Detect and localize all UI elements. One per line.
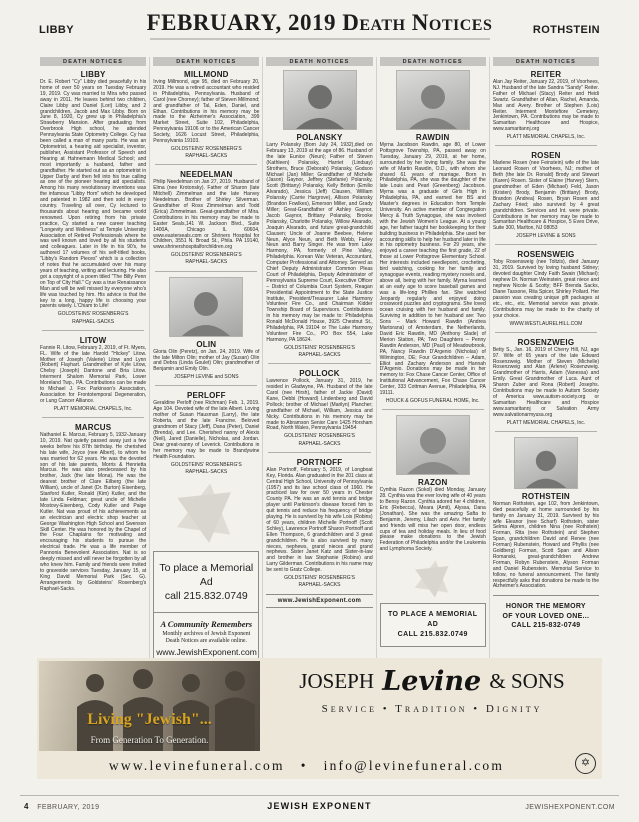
death-notice-portnoff	[266, 458, 372, 589]
death-notice-marcus	[40, 423, 146, 592]
divider	[155, 271, 257, 272]
deceased-name: ROTHSTEIN	[521, 491, 570, 501]
funeral-home: RAPHAEL-SACKS	[298, 352, 341, 359]
funeral-home: RAPHAEL-SACKS	[72, 318, 115, 325]
funeral-home: HOUCK & GOFUS FUNERAL HOME, Inc.	[385, 397, 480, 404]
memorial-ad-promo	[380, 603, 486, 647]
death-notice-olin	[153, 277, 259, 381]
deceased-name: ROSENZWEIG	[517, 337, 575, 347]
death-notices-bar: DEATH NOTICES	[40, 57, 146, 66]
footer-date: FEBRUARY, 2019	[37, 804, 100, 811]
ad-tagline: Service • Tradition • Dignity	[321, 703, 543, 715]
brand-and-sons: & SONS	[489, 669, 565, 693]
death-notice-pollock	[266, 369, 372, 447]
footer-website: JEWISHEXPONENT.COM	[525, 804, 615, 811]
obituary-text: Toby Rosensweig (nee Toltzis), died January 31, 2019. Survived by loving husband Sidney; devoted daughter Cindy Faith Swain (Michael); nephew Dr. Norman Weinstein, great niece and nephew Nicole & Scotty; BFF Brenda Sacks, Diane Tassone, Rita Spicer, Shirley Pollard. Her passion was creating unique gift packages at etc., etc., etc. Memorial service was private. Contributions may be made to the charity of your choice.	[492, 259, 600, 319]
promo-line: TO PLACE A MEMORIAL AD	[388, 611, 478, 629]
divider	[155, 164, 257, 165]
promo-phone: CALL 215-832-0749	[511, 622, 581, 630]
death-notice-rosensweig	[493, 250, 599, 326]
funeral-home: GOLDSTEINS' ROSENBERG'S	[284, 575, 355, 582]
deceased-name: PERLOFF	[186, 391, 226, 401]
divider	[42, 417, 144, 418]
obituary-text: Lawrence Pollock, January 31, 2019, he resided in Gladwyne, PA. Husband of the late Carol (nee Hirsh), father of Jackie (David) Kane, Debbi (Howard) Lindenberg and David Pollock; brother of Michael (Marilyn) Plancher; grandfather of Michael, William, Jessica and Nicky. Contributions in his memory may be made to Abramson Senior Care 1425 Horsham Road, North Wales, Pennsylvania 19454	[266, 378, 373, 432]
deceased-name: ROSEN	[531, 151, 561, 161]
column-2	[149, 57, 262, 658]
deceased-name: REITER	[530, 70, 562, 79]
death-notice-millmond	[153, 70, 259, 159]
divider	[42, 330, 144, 331]
divider	[495, 332, 597, 333]
funeral-home: JOSEPH LEVINE and SONS	[174, 374, 239, 381]
notice-columns	[37, 57, 602, 658]
divider	[268, 452, 370, 453]
obituary-text: Irving Millmond, age 95, died on February 20, 2019. He was a retired accountant who resided in Philadelphia, Pennsylvania. Husband of Carol (nee Chorney); father of Steven Millmond; and grandfather of Tal, Eden, Daniel, and Ethan. Contributions in his memory may be made to the Alzheimer's Association, 399 Market Street, Suite 102, Philadelphia, Pennsylvania 19106 or to the American Cancer Society, 1626 Locust Street, Philadelphia, Pennsylvania 19103.	[153, 79, 260, 145]
death-notice-polansky	[266, 70, 372, 358]
footer-page-date	[24, 802, 221, 811]
page-title-date: FEBRUARY, 2019	[146, 10, 336, 35]
obituary-text: Marlene Rosen (nee Feinstein) wife of the late Leonard Rosen of Voorhees, NJ; mother of Beth (the late Dr. Ronald) Brody and Stewart (Karen) Rosen. Sister of Elaine (Harvey) Stern, grandmother of Eden (Michael) Feld, Jason (Kristen) Brody, Benjamin (Brittany) Brody, Brandon (Andrea) Rosen, Bryan Rosen and Zachary Fried; also survived by 4 great grandchildren. Services and Int. were private. Contributions in her memory may be made to Samaritan Healthcare & Hospice, 5 Eves Drive, Suite 300, Marlton, NJ 08053	[492, 160, 600, 232]
column-4	[376, 57, 489, 658]
masthead	[37, 8, 602, 54]
obituary-text: Alan Jay Reiter, January 22, 2019, of Voorhees, NJ. Husband of the late Sandra "Sandy" Reiter. Father of Michael (Stacy) Reiter and Heidi Swartz. Grandfather of Allan, Rachel, Amanda, Max and Avery. Brother of Stephen (Lois) Reiter. Interment Montefiore Cemetery, Jenkintown, PA. Contributions may be made to Samaritan Healthcare and Hospice, www.samaritannj.org	[492, 79, 600, 133]
funeral-home: GOLDSTEINS' ROSENBERG'S	[57, 311, 129, 318]
community-remembers-promo	[153, 613, 259, 663]
ad-email: info@levinefuneral.com	[323, 758, 505, 773]
continuation-name-right: ROTHSTEIN	[532, 24, 600, 36]
deceased-name: LIBBY	[80, 70, 106, 79]
funeral-home: PLATT MEMORIAL CHAPELS, Inc.	[53, 405, 133, 412]
funeral-home: RAPHAEL-SACKS	[298, 440, 341, 447]
title-underline	[150, 38, 490, 40]
obituary-text: Alan Portnoff, February 5, 2019, of Longboat Key, Florida. Alan graduated in the 201 class at Central High School, University of Pennsylvania (1957) and its law school class of 1960. He practiced law for over 50 years in Chester County PA. He was an avid tennis and bridge player until Parkinson's disease forced him to quit tennis and reduce his frequency of bridge playing. He is survived by his wife Lois (Robins) of 60 years, children Michelle Portnoff (Scott Schley), Lawrence Portnoff Sharon Portnoff and Ellen Thompson, 6 grandchildren and 3 great grandchildren. He is also survived by many nieces, nephews, grand nieces and grand nephews. Sister Janet Katz and Sister-in-law and brother in law Stephanie (Robins) and Larry Gilderman. Contributions in his name may be sent to Gratz College.	[266, 466, 373, 574]
funeral-home: RAPHAEL-SACKS	[185, 153, 228, 160]
funeral-home: WWW.WESTLAURELHILL.COM	[509, 320, 583, 327]
death-notices-bar: DEATH NOTICES	[153, 57, 259, 66]
deceased-name: PORTNOFF	[296, 457, 343, 467]
death-notice-litow	[40, 336, 146, 412]
obituary-text: Fannie R. Litow, February 2, 2019, of Ft. Myers, FL. Wife of the late Harold "Hickey" Litow. Mother of Joseph (Valerie) Litow and Lynn (Robert) Flayhart. Grandmother of Kyle Litow, Chelsy (Joseph) Dantone and Bria Litow. Interment Shalom Memorial Park, Lower Moreland Twp., PA. Contributions can be made to Michael J. Fox Parkinson's Association, Association for Frontotemporal Degeneration, or Lung Cancer Alliance.	[40, 344, 147, 404]
portrait-photo	[514, 437, 578, 489]
memorial-ad-promo	[153, 551, 259, 613]
obituary-text: Myrna Jacobson Rawdin, age 80, of Lower Pottsgrove Township, PA, passed away on Tuesday, January 29, 2019, at her home, surrounded by her loving family. She was the wife of Martin Rawdin, O.D., with whom she shared 61 years of marriage. Born in Philadelphia, PA, she was the daughter of the late Louis and Pearl (Greenberg) Jacobson. Myrna was a graduate of Girls High in Philadelphia, PA, and earned her BS and Master's degrees in Education from Temple University. An active member of Congregation Mercy & Truth Synagogue, she was involved with the Jewish Women's League. At a young age, her father taught her bookkeeping for their building business in Philadelphia. She used her accounting skills to help her husband later in life in his optometry business. For 29 years, she enjoyed a career teaching the first grade, 22 of those at Lower Pottsgrove Elementary School. Her interests included needlepoint, crocheting, bird watching, cooking for her family and synagogue events, reading mystery novels and, above all, being with her family. Myrna learned at an early age to score baseball games and was a life-long Phillies fan. She watched Jeopardy regularly and enjoyed doing crossword puzzles and cryptograms. She loved ocean cruising with her husband and family. Surviving in addition to her husband are: Two Sons – Mark Howard Rawdin (Andrea Martorana) of Amsterdam, the Netherlands, David Eric Rawdin, MD (Anthony Slade) of Merion Station, PA; Two Daughters – Penny Rawdin Anderson, MD (Paul) of Meadowbrook, PA, Nancy Rawdin D'Argenio (Nicholas) of Wilmington, DE; Four Grandchildren – Adam, Elliot and Zachary Anderson and Hannah D'Argenio. Donations may be made in her memory to: Fox Chase Cancer Center, Office of Institutional Advancement, Fox Chase Cancer Center, 333 Cottman Avenue, Philadelphia, PA 19111.	[379, 142, 486, 397]
page-title	[37, 8, 602, 40]
page-title-main: Death Notices	[342, 10, 493, 35]
obituary-text: Geraldine Perloff (nee Richman) Feb. 1, 2019. Age 104. Devoted wife of the late Albert. Loving mother of Susan Hausman (Larry), the late Roberta, and the late Francine. Beloved grandmom of Stacy (Jeff), Dana (Peter), Daniel (Brenda), and Lee. Cherished nanny of Alexis (Neil), Jared (Danielle), Nicholas, and Jordan. Dear great-nanny of Leverick. Contributions in her memory may be made to Brandywine Health Foundation.	[153, 400, 260, 460]
promo-phone: call 215.832.0749	[164, 589, 248, 602]
death-notice-needelman	[153, 170, 259, 265]
death-notice-libby	[40, 70, 146, 325]
obituary-text: Philip Needelman on Jan 27, 2019. Husband of Elma (nee Krotonsky). Father of Sharon (late Mitchell) Zimmelman and the late Harvey Needelman. Brother of Shirley Silverman. Grandfather of Ross Zimmelman and Todd (Erica) Zimmelman. Great-grandfather of Mira. Contributions in his memory may be made to Easter Seals,141 W. Jackson Blvd., Suite 1400A, Chicago IL 60604, www.easterseals.com or Shriners Hospital for Children, 3551 N. Broad St., Phila. PA 19140, www.shrinershospitalforchildren.org	[153, 179, 260, 251]
footer-rule	[20, 795, 619, 796]
promo-line: To place a Memorial Ad	[159, 561, 254, 588]
obituary-text: Gloria Olin (Peretz), on Jan. 24, 2019. Wife of the late Milton Olin; mother of Jay (Susan) Olin and Debra (Linda Goulet) Olin; grandmother of Benjamin and Emily Olin.	[153, 348, 260, 373]
ad-caption-title: Living "Jewish"...	[87, 711, 212, 728]
funeral-home: GOLDSTEINS' ROSENBERG'S	[284, 433, 355, 440]
deceased-name: RAZON	[417, 478, 448, 488]
obituary-text: Dr. E. Robert "Cy" Libby died peacefully in his home of over 50 years on Tuesday February 19, 2019. Cy was married to Mira who passed away in 2011. He leaves behind two children, Claire Libby and Daniel (Lori) Libby, and 2 grandchildren, Jacob and Max Libby. Born on June 8, 1920, Cy grew up in Philadelphia's Strawberry Mansion. After graduating from Overbrook High school, he attended Pennsylvania State Optometry College. Cy has been called a man of many parts. He was an Optometrist, a hearing aid specialist, inventor, publisher, Assistant Professor of Speech and Hearing at Hahnemann Medical School; and most importantly a husband, father and grandfather. He started out as an optometrist in Upper Darby and then fell into his true calling as one of the pioneer hearing aid specialists. Among his many revolutionary inventions was the infamous "Libby Horn" which he developed and patented in 1982 and then sold in every country. Traveling all over, Cy lectured to thousands about hearing and became world renowned. Upon retiring from his private practice, Cy started a new career teaching "Longevity and Wellness" at Temple University Association of Retired Professionals where he was well known and loved by all his students and colleagues. Later in life in his 90's, he authored 17 volumes of his self-titled books, "Libby's Random Pieces" which is a collection of notes that he accumulated over his many years of teaching, writing and lecturing. He also got a copyright of a poem titled "The Billy Penn on Top of City Hall." Cy was a true Renaissance Man and will be well missed by everyone who's life was touched by him. His advice is that the key to a long, happy life is choosing your parents wisely. L'Chiam to Life!	[40, 79, 147, 310]
publication-name: JEWISH EXPONENT	[267, 801, 372, 811]
deceased-name: MARCUS	[74, 423, 112, 433]
deceased-name: POLLOCK	[299, 369, 340, 379]
portrait-photo	[283, 70, 357, 130]
funeral-home: GOLDSTEINS' ROSENBERG'S	[170, 145, 242, 152]
death-notice-rothstein	[493, 437, 599, 591]
deceased-name: MILLMOND	[183, 70, 229, 79]
obituary-text: Nathaniel E. Marcus, February 5, 1932-January 10, 2019. Nat quietly passed away just a few weeks before his 87th birthday. He cherished his late wife, Joyce (nee Albert), to whom he was married for 62 years. He was the devoted son of his late parents, Morris & Henrietta Marcus. He was also predeceased by his brother, Jack (the late Mona). He was the dearest brother of Clare Eilberg (the late William), uncle of Janet (Dr. Burton) Eisenberg, Stanford Kutler, Ronald (Kim) Kutler, and the late Linda Feldman; great uncle of Michelle Mostovy-Eisenberg, Cody Kutler and Paige Kutler. Nat was proud of his achievements as an electrician and electric shop teacher at George Washington High School and Swenson Skill Center. He was honored by the Chapel of the Four Chaplains for motivating and encouraging his students to pursue the electrical trade. He was a life member of Pannonia Benevolent Association. Nat is so deeply missed and will never be forgotten by all who knew him. Family and friends were invited to graveside services Tuesday, January 15, at King David Memorial Park (Sec. G). Arrangements by Goldsteins' Rosenberg's Raphael-Sacks.	[40, 432, 147, 592]
funeral-home: GOLDSTEINS' ROSENBERG'S	[170, 252, 242, 259]
portrait-photo	[396, 415, 470, 475]
death-notice-reiter	[493, 70, 599, 140]
column-5	[489, 57, 602, 658]
promo-title: A Community Remembers	[160, 618, 253, 629]
deceased-name: NEEDELMAN	[180, 170, 233, 180]
deceased-name: POLANSKY	[296, 133, 343, 142]
deceased-name: ROSENSWEIG	[517, 250, 575, 260]
deceased-name: OLIN	[196, 339, 217, 349]
divider	[495, 431, 597, 432]
death-notice-perloff	[153, 391, 259, 474]
portrait-photo	[169, 277, 243, 337]
promo-line: OF YOUR LOVED ONE...	[502, 612, 590, 620]
star-of-david-emblem-icon: ✡	[575, 753, 596, 774]
death-notices-bar: DEATH NOTICES	[266, 57, 372, 66]
ad-contact-line	[41, 758, 572, 774]
divider	[155, 385, 257, 386]
promo-text: Monthly archives of Jewish Exponent Death Notices are available online.	[162, 630, 251, 644]
obituary-text: Betty S., Jan. 16, 2019 of Cherry Hill, NJ, age 97. Wife of 65 years of the late Edward Rosenzweig. Mother of Steven (Michelle) Rosenzweig and Alan (Arlene) Rosenzweig. Grandmother of Harris, Adam (Vanessa) and Emily. Great Grandmother of Luca. Aunt of Sharon Zuber and Rona (Robert) Josephs. Contributions may be made to Autism Society of America www.autism-society.org or Samaritan Healthcare and Hospice www.samaritannj or Salvation Army www.salvationarmyusa.org	[492, 346, 600, 418]
page-number: 4	[24, 802, 29, 811]
divider	[495, 244, 597, 245]
funeral-home: PLATT MEMORIAL CHAPELS, Inc.	[506, 419, 586, 426]
death-notices-bar: DEATH NOTICES	[493, 57, 599, 66]
portrait-photo	[396, 70, 470, 130]
ad-caption-subtitle: From Generation To Generation.	[90, 735, 209, 745]
brand-joseph: JOSEPH	[299, 669, 374, 693]
star-of-david-icon	[167, 481, 245, 545]
page-footer	[24, 801, 615, 811]
death-notice-rosen	[493, 151, 599, 239]
ad-brand	[269, 664, 595, 715]
divider	[268, 363, 370, 364]
funeral-home: PLATT MEMORIAL CHAPELS, Inc.	[506, 134, 586, 141]
divider	[495, 145, 597, 146]
obituary-text: Cynthia Razon (Sokol) died Monday, January 28. Cynthia was the ever loving wife of 40 years to Bensy Razon. Cynthia adored her 4 children, Eric (Rebecca), Meara (Amit), Alyssa, Dana (Jonathan). She was the amazing Safta to Benjamin, Jeremy, Lilach and Aviv. Her family and friends will miss her open door, endless cups of tea and holiday meals. In lieu of food please make donations to the Jewish Federation of Philadelphia and/or the Leukemia and Lymphoma Society.	[379, 487, 486, 553]
promo-url: www.JewishExponent.com	[156, 646, 257, 657]
funeral-home: GOLDSTEINS' ROSENBERG'S	[170, 461, 242, 468]
funeral-home: JOSEPH LEVINE & SONS	[516, 233, 576, 240]
death-notice-razon	[380, 415, 486, 553]
funeral-home: RAPHAEL-SACKS	[298, 582, 341, 589]
funeral-home: GOLDSTEINS' ROSENBERG'S	[284, 344, 355, 351]
honor-memory-promo	[493, 595, 599, 637]
deceased-name: RAWDIN	[415, 133, 450, 142]
ad-photo	[39, 661, 260, 751]
death-notices-bar: DEATH NOTICES	[380, 57, 486, 66]
bullet-separator: •	[300, 758, 308, 773]
continuation-name-left: LIBBY	[39, 24, 74, 36]
column-1	[37, 57, 149, 658]
website-bar: www.JewishExponent.com	[266, 594, 372, 608]
death-notice-rawdin	[380, 70, 486, 404]
ad-website: www.levinefuneral.com	[108, 758, 285, 773]
obituary-text: Larry Polansky (Born July 24, 1932),died on February 13, 2019 at the age of 86. Husband of the late Eunice (Neun); Father of Steven (Kathleen) Polansky, Harriet (Lindsay) Strothers, Bruce (Deborah) Polansky, Godson Michael (Jan) Miller; Grandfather of Michelle (Jason) Gaynor, Jeffrey (Stefanie) Polansky, Scott (Brittany) Polansky, Kelly Britton (Emilio Alvarado), Jessica (Jeff) Clausen, William Polansky (Carrie Hargrove), Allison Polansky (Brandon Fowlkes), Emerson Miller, and Grady Miller; Great-Grandfather of Ashley Gaynor, Jacob Gaynor, Brittany Polansky, Brooke Polansky, Charlotte Polansky, Willow Alvarado, Joaquin Alvarado, and future great-grandchild Clausen; Uncle of Joanne Beebee, Helene Neun, Alyce Neun, and Beth Webb, Farley Neun and Barry Singer. He was from Lake Harmony, PA, formerly of Pine Valley, Philadelphia. Korean War Veteran, Accountant, Computer Professional and Attorney. Served as Chief Deputy Administrator Common Pleas Court of Philadelphia, Deputy Administrator of Pennsylvania Supreme Court, Executive Officer – District of Columbia Court System, Reagan Presidential Appointment to the State Justice Institute, President/Treasurer Lake Harmony Volunteer Fire Co., and Chairman Kidder Township Board of Supervisors. Contributions in his memory may be made to: Philadelphia Ronald McDonald House, 3925 Chestnut St., Philadelphia, PA 19104 or The Lake Harmony Volunteer Fire Co., PO Box 554, Lake Harmony, PA 18624.	[266, 142, 373, 343]
promo-phone: CALL 215.832.0749	[397, 631, 468, 639]
funeral-home: RAPHAEL-SACKS	[185, 468, 228, 475]
levine-funeral-ad	[37, 658, 602, 779]
divider	[382, 409, 484, 410]
obituary-text: Norman Rothstein, age 102, from Jenkintown, died peacefully at home surrounded by his family on January 31, 2019. Survived by his wife Eleanor (nee Scharf) Rothstein, sister Selma Alpren, children Nina (nee Rothstein) Forman, Rita (nee Rothstein) and Stephen Span, grandchildren David and Renee (nee Forman) Rubenstein, Howard and Phyllis (nee Goldberg) Forman, Scott Span and Alison Romanski, great-grandchildren Andrew Forman, Robyn Rubenstein, Alyson Forman and Daniel Rubenstein. Memorial Service to follow, no funeral announcement. The family respectfully asks that donations be made to the Alzheimer's Association.	[492, 500, 600, 590]
death-notice-rosenzweig	[493, 338, 599, 426]
brand-levine-script: Levine	[382, 666, 482, 697]
funeral-home: RAPHAEL-SACKS	[185, 259, 228, 266]
promo-line: HONOR THE MEMORY	[505, 603, 586, 611]
star-of-david-icon	[407, 559, 459, 599]
column-3	[262, 57, 375, 658]
deceased-name: LITOW	[79, 335, 107, 345]
